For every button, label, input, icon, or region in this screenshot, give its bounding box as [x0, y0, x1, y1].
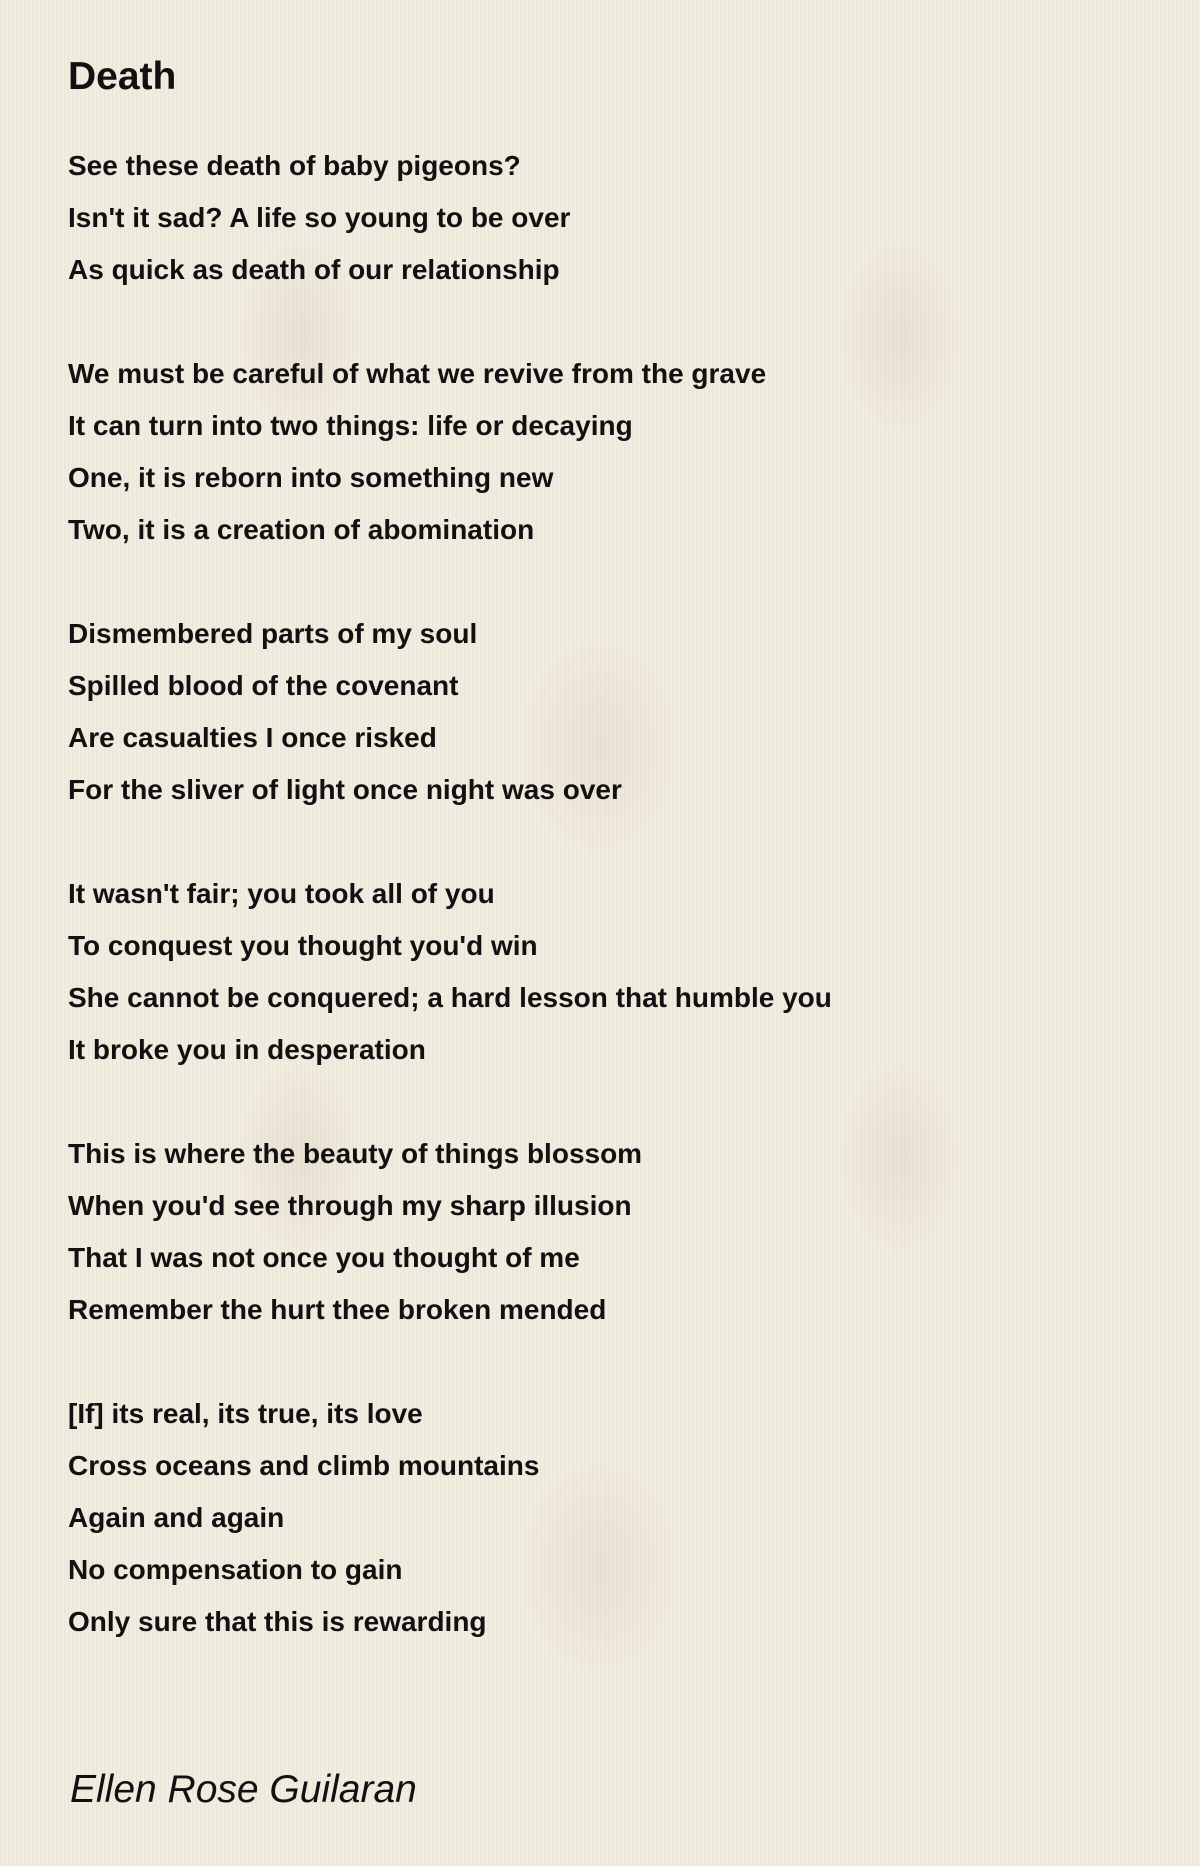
poem-line: Cross oceans and climb mountains: [68, 1450, 540, 1481]
poem-line: [If] its real, its true, its love: [68, 1398, 423, 1429]
poem-title: Death: [68, 55, 177, 98]
poem-line: It wasn't fair; you took all of you: [68, 878, 495, 909]
poem-line: She cannot be conquered; a hard lesson that humble you: [68, 982, 832, 1013]
poem-line: Dismembered parts of my soul: [68, 618, 478, 649]
poem-line: Are casualties I once risked: [68, 722, 437, 753]
poem-line: When you'd see through my sharp illusion: [68, 1190, 632, 1221]
poem-line: One, it is reborn into something new: [68, 462, 554, 493]
poem-line: Only sure that this is rewarding: [68, 1606, 487, 1637]
stanza-5: [68, 1128, 1168, 1336]
stanza-3: [68, 608, 1168, 816]
poem-line: It can turn into two things: life or decaying: [68, 410, 633, 441]
poem-line: This is where the beauty of things blossom: [68, 1138, 643, 1169]
poem-line: Two, it is a creation of abomination: [68, 514, 535, 545]
poem-container: [68, 50, 1168, 1700]
poem-line: For the sliver of light once night was over: [68, 774, 622, 805]
poem-line: As quick as death of our relationship: [68, 254, 560, 285]
poem-line: Remember the hurt thee broken mended: [68, 1294, 607, 1325]
poem-line: See these death of baby pigeons?: [68, 150, 521, 181]
stanza-4: [68, 868, 1168, 1076]
poem-line: To conquest you thought you'd win: [68, 930, 538, 961]
poem-line: Again and again: [68, 1502, 285, 1533]
stanza-2: [68, 348, 1168, 556]
poem-line: Isn't it sad? A life so young to be over: [68, 202, 571, 233]
poem-line: It broke you in desperation: [68, 1034, 426, 1065]
poem-author: Ellen Rose Guilaran: [70, 1768, 417, 1811]
stanza-6: [68, 1388, 1168, 1648]
poem-body: [68, 140, 1168, 1648]
stanza-1: [68, 140, 1168, 296]
poem-line: We must be careful of what we revive from the grave: [68, 358, 767, 389]
poem-line: Spilled blood of the covenant: [68, 670, 459, 701]
poem-line: No compensation to gain: [68, 1554, 403, 1585]
poem-line: That I was not once you thought of me: [68, 1242, 580, 1273]
